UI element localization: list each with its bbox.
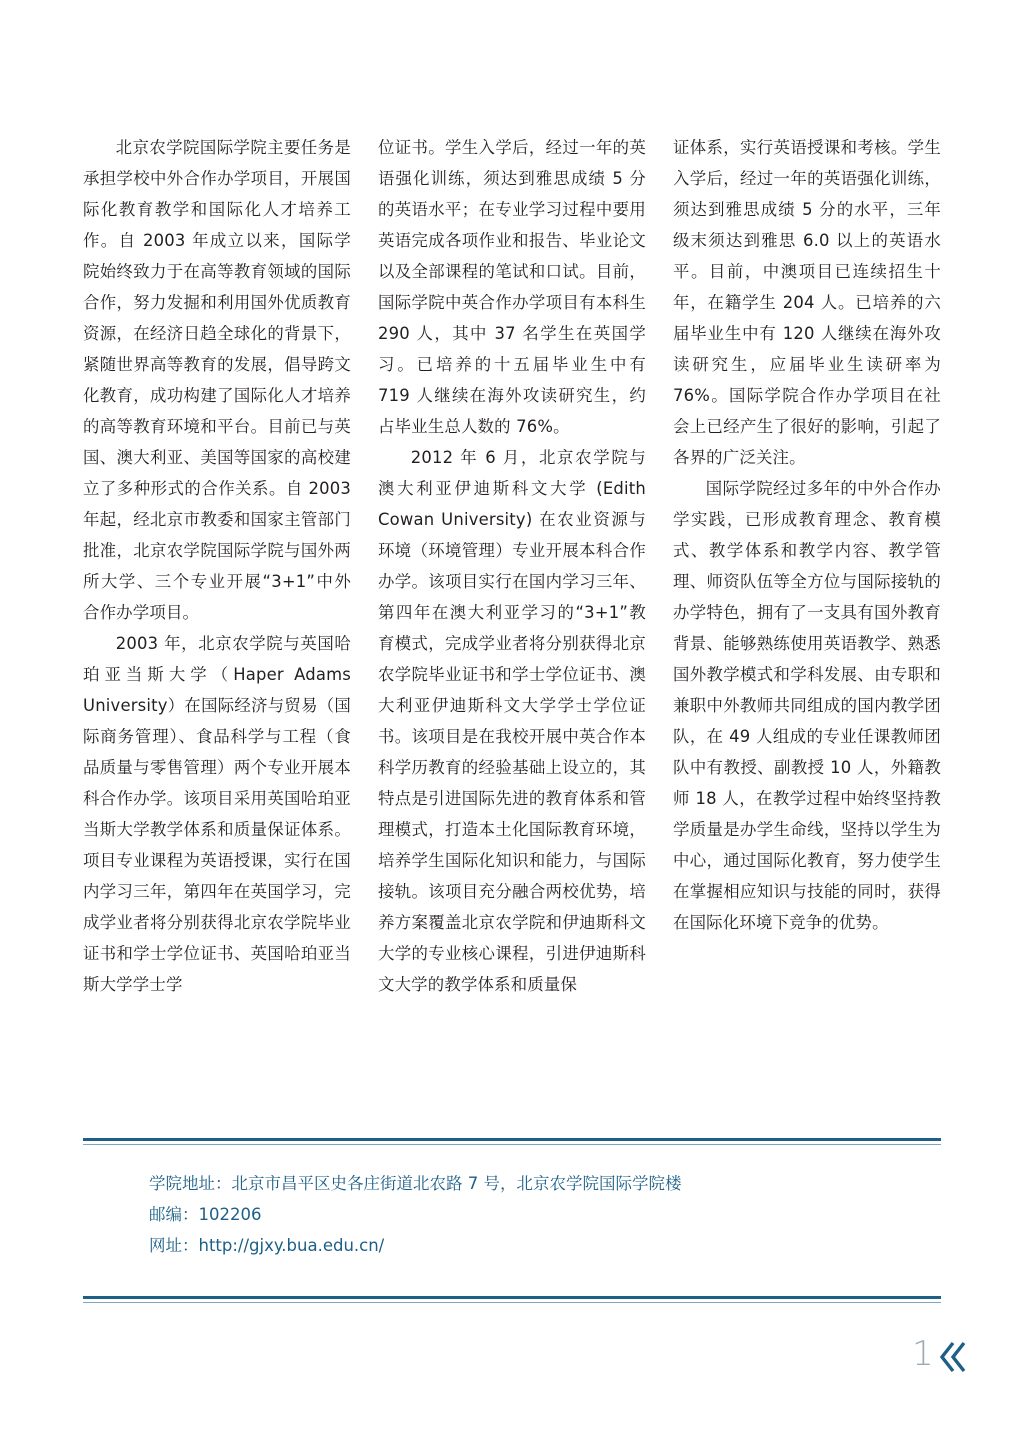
column-1 <box>83 132 351 1000</box>
contact-postcode: 邮编：102206 <box>149 1205 262 1224</box>
paragraph: 2003 年，北京农学院与英国哈珀亚当斯大学（Haper Adams University）在国际经济与贸易（国际商务管理）、食品科学与工程（食品质量与零售管理）两个专业开展本科合作办学。该项目采用英国哈珀亚当斯大学教学体系和质量保证体系。项目专业课程为英语授课，实行在国内学习三年，第四年在英国学习，完成学业者将分别获得北京农学院毕业证书和学士学位证书、英国哈珀亚当斯大学学士学 <box>83 634 351 994</box>
paragraph: 证体系，实行英语授课和考核。学生入学后，经过一年的英语强化训练，须达到雅思成绩 5 分的水平，三年级末须达到雅思 6.0 以上的英语水平。目前，中澳项目已连续招生十年，在籍学生 204 人。已培养的六届毕业生中有 120 人继续在海外攻读研究生，应届毕业生读研率为 76%。国际学院合作办学项目在社会上已经产生了很好的影响，引起了各界的广泛关注。 <box>673 138 941 467</box>
column-2 <box>378 132 646 1000</box>
double-chevron-left-icon <box>938 1340 968 1374</box>
paragraph: 北京农学院国际学院主要任务是承担学校中外合作办学项目，开展国际化教育教学和国际化人才培养工作。自 2003 年成立以来，国际学院始终致力于在高等教育领域的国际合作，努力发掘和利用国外优质教育资源，在经济日趋全球化的背景下，紧随世界高等教育的发展，倡导跨文化教育，成功构建了国际化人才培养的高等教育环境和平台。目前已与英国、澳大利亚、美国等国家的高校建立了多种形式的合作关系。自 2003 年起，经北京市教委和国家主管部门批准，北京农学院国际学院与国外两所大学、三个专业开展“3+1”中外合作办学项目。 <box>83 138 351 622</box>
paragraph: 国际学院经过多年的中外合作办学实践，已形成教育理念、教育模式、教学体系和教学内容、教学管理、师资队伍等全方位与国际接轨的办学特色，拥有了一支具有国外教育背景、能够熟练使用英语教学、熟悉国外教学模式和学科发展、由专职和兼职中外教师共同组成的国内教学团队，在 49 人组成的专业任课教师团队中有教授、副教授 10 人，外籍教师 18 人，在教学过程中始终坚持教学质量是办学生命线，坚持以学生为中心，通过国际化教育，努力使学生在掌握相应知识与技能的同时，获得在国际化环境下竞争的优势。 <box>673 479 941 932</box>
paragraph: 2012 年 6 月，北京农学院与澳大利亚伊迪斯科文大学 (Edith Cowan University) 在农业资源与环境（环境管理）专业开展本科合作办学。该项目实行在国内学习三年、第四年在澳大利亚学习的“3+1”教育模式，完成学业者将分别获得北京农学院毕业证书和学士学位证书、澳大利亚伊迪斯科文大学学士学位证书。该项目是在我校开展中英合作本科学历教育的经验基础上设立的，其特点是引进国际先进的教育体系和管理模式，打造本土化国际教育环境，培养学生国际化知识和能力，与国际接轨。该项目充分融合两校优势，培养方案覆盖北京农学院和伊迪斯科文大学的专业核心课程，引进伊迪斯科文大学的教学体系和质量保 <box>378 448 646 994</box>
page-number: 1 <box>912 1334 934 1374</box>
divider-bottom <box>83 1296 941 1299</box>
body-text-columns <box>83 132 941 1000</box>
contact-website: 网址：http://gjxy.bua.edu.cn/ <box>149 1236 385 1255</box>
contact-address: 学院地址：北京市昌平区史各庄街道北农路 7 号，北京农学院国际学院楼 <box>149 1174 682 1193</box>
column-3 <box>673 132 941 1000</box>
paragraph: 位证书。学生入学后，经过一年的英语强化训练，须达到雅思成绩 5 分的英语水平；在专业学习过程中要用英语完成各项作业和报告、毕业论文以及全部课程的笔试和口试。目前，国际学院中英合作办学项目有本科生 290 人，其中 37 名学生在英国学习。已培养的十五届毕业生中有 719 人继续在海外攻读研究生，约占毕业生总人数的 76%。 <box>378 138 646 436</box>
divider-top <box>83 1138 941 1141</box>
contact-info <box>149 1168 682 1261</box>
